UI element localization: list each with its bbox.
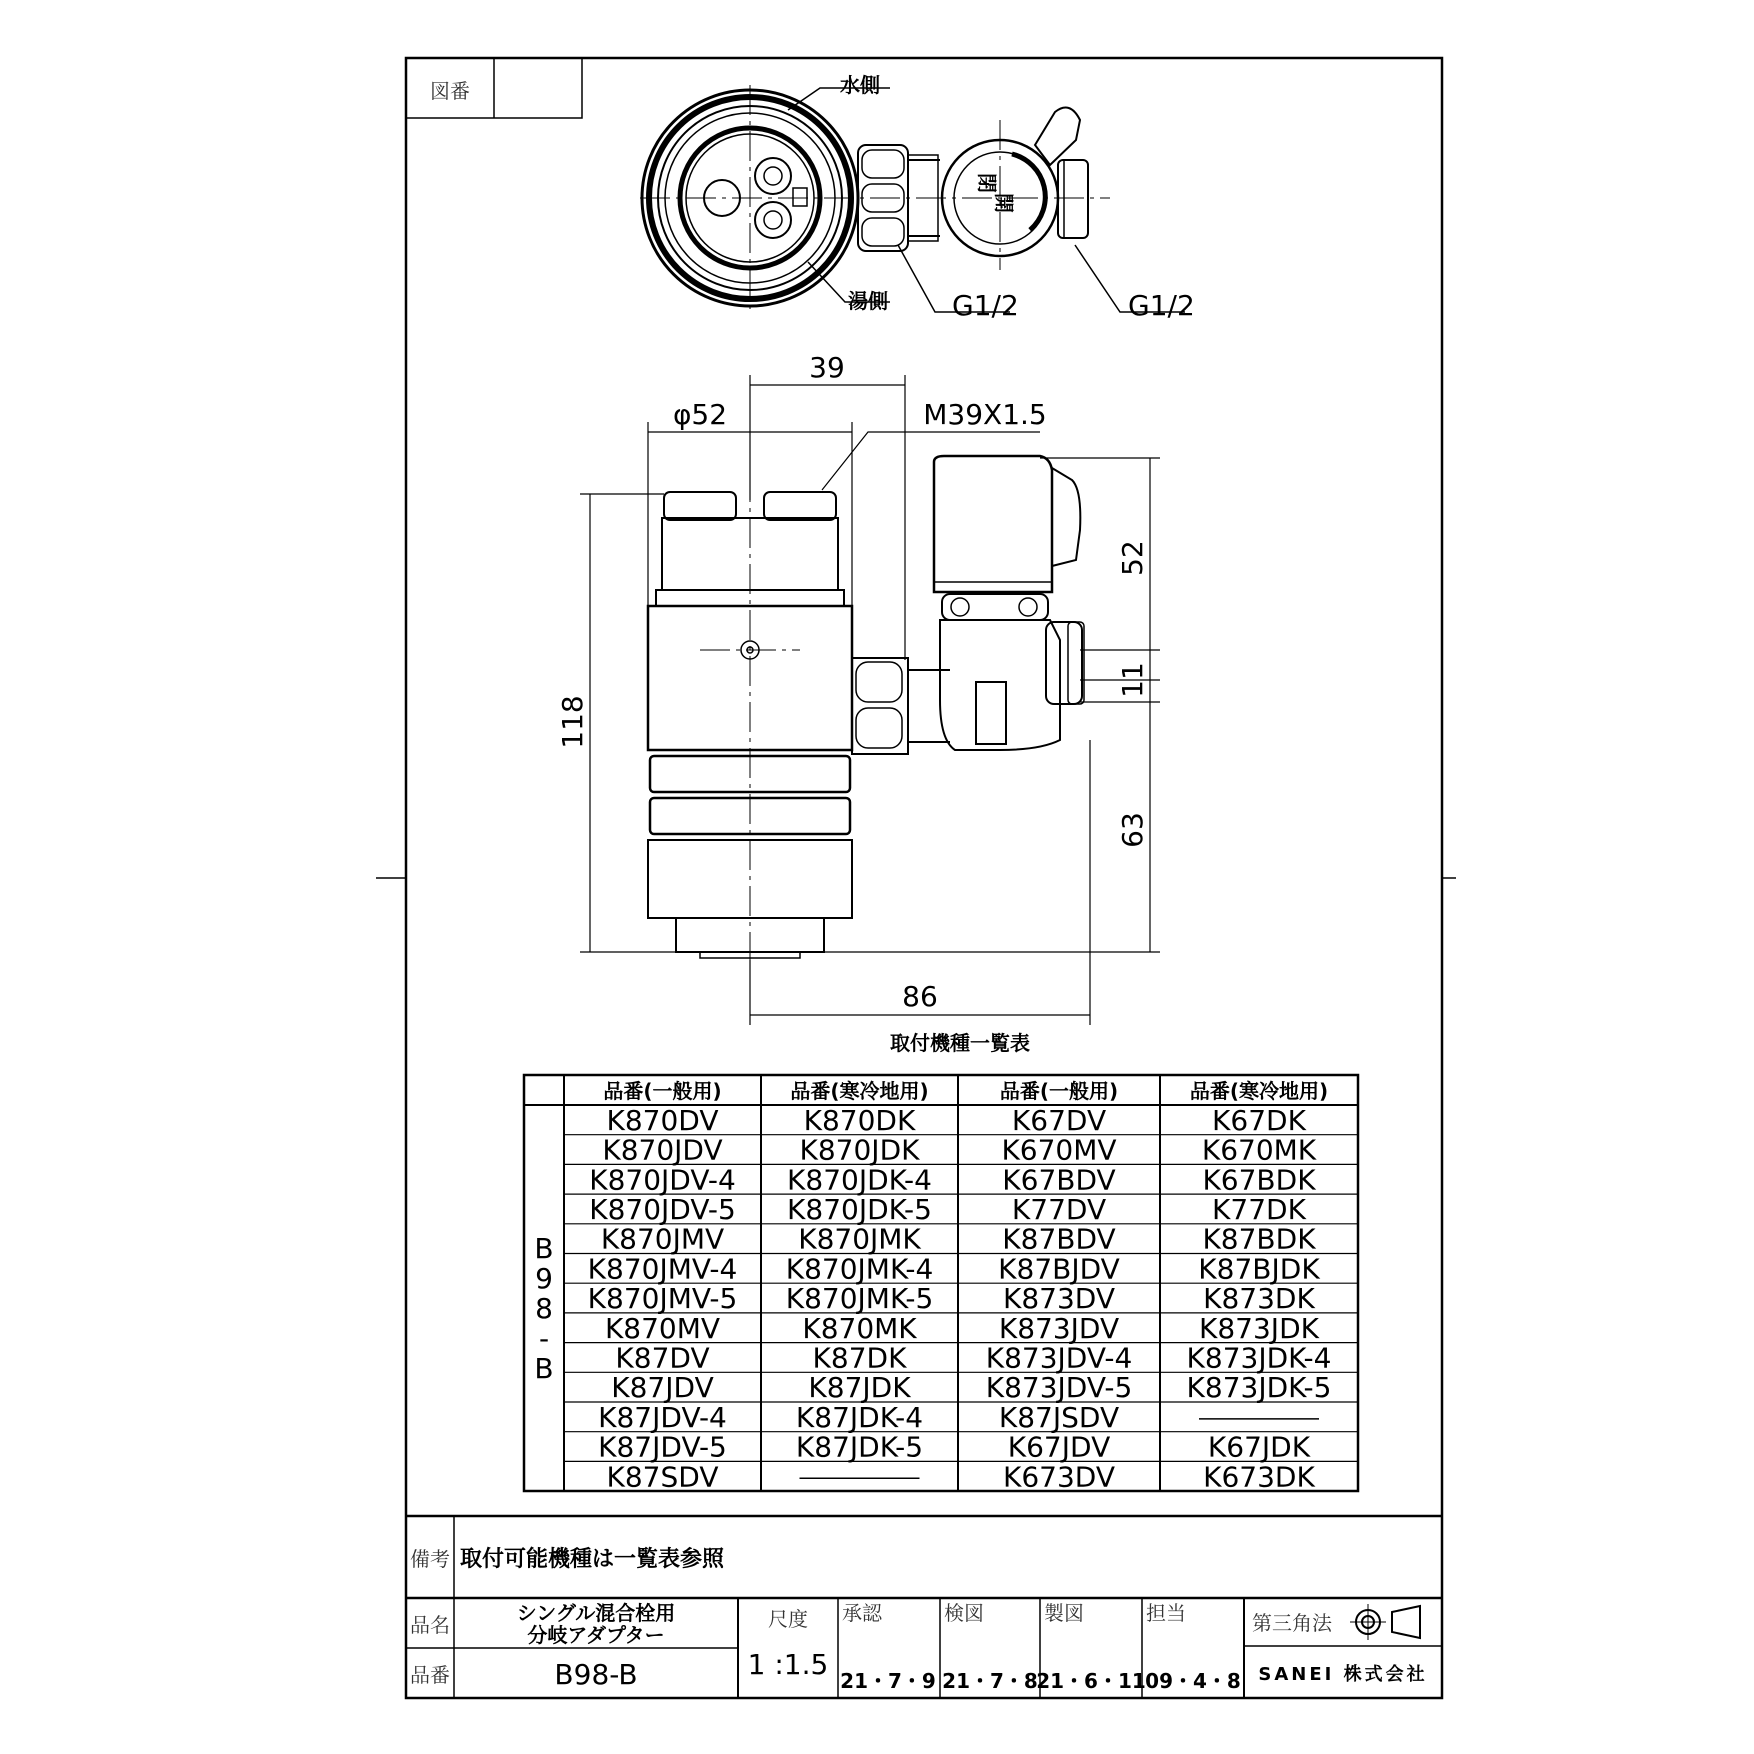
table-cell: K87JDK: [808, 1371, 911, 1405]
table-cell: K87JSDV: [998, 1400, 1120, 1434]
table-cell: K87BJDV: [998, 1252, 1120, 1286]
dim-height-mid: 11: [1116, 662, 1149, 698]
table-cell: K77DV: [1011, 1192, 1107, 1226]
table-cell: K870MV: [604, 1311, 721, 1345]
table-cell: K77DK: [1212, 1192, 1306, 1226]
name-label: 品名: [410, 1613, 450, 1637]
drawn-date: 21・6・11: [1036, 1669, 1146, 1693]
table-cell: K87JDV: [611, 1371, 714, 1405]
table-cell: K87DK: [812, 1341, 907, 1375]
table-group-label-char: B: [534, 1352, 554, 1385]
table-cell: K873JDK-4: [1186, 1341, 1332, 1375]
charge-label: 担当: [1146, 1601, 1186, 1625]
table-cell: K870DV: [606, 1103, 719, 1137]
table-cell: K673DK: [1203, 1460, 1315, 1494]
thread-right-label: G1/2: [1128, 289, 1195, 322]
valve-closed-mark: 閉: [975, 173, 999, 193]
remarks-label: 備考: [410, 1547, 450, 1571]
table-cell: K67DK: [1212, 1103, 1306, 1137]
dim-width-total: 86: [902, 980, 938, 1013]
table-cell: K873DK: [1203, 1282, 1315, 1316]
charge-date: 09・4・8: [1145, 1669, 1241, 1693]
table-header: 品番(寒冷地用): [1189, 1079, 1329, 1103]
dim-height-lower: 63: [1116, 812, 1149, 848]
table-cell: K87BJDK: [1198, 1252, 1320, 1286]
table-cell: K87DV: [615, 1341, 710, 1375]
scale-label: 尺度: [768, 1607, 808, 1631]
table-cell: K870JMV: [600, 1222, 725, 1256]
table-cell: K67DV: [1011, 1103, 1107, 1137]
table-cell: K87BDK: [1202, 1222, 1316, 1256]
table-group-label-char: 9: [535, 1262, 553, 1295]
table-cell: K67JDV: [1007, 1430, 1111, 1464]
product-name-line2: 分岐アダプター: [527, 1623, 665, 1647]
table-cell: K873JDK-5: [1186, 1371, 1332, 1405]
table-cell: K670MV: [1001, 1133, 1117, 1167]
product-name-line1: シングル混合栓用: [516, 1601, 676, 1625]
table-cell: K87JDV-5: [598, 1430, 727, 1464]
table-cell: K673DV: [1002, 1460, 1116, 1494]
table-cell: K870JMV-4: [587, 1252, 738, 1286]
approval-date: 21・7・9: [840, 1669, 936, 1693]
table-cell: K670MK: [1201, 1133, 1317, 1167]
table-group-label-char: 8: [535, 1292, 553, 1325]
table-cell: K870JDV: [602, 1133, 723, 1167]
drawing-number-label: 図番: [430, 79, 470, 103]
approval-label: 承認: [842, 1601, 882, 1625]
hot-side-label: 湯側: [848, 289, 888, 313]
dim-thread: M39X1.5: [923, 398, 1047, 431]
table-cell: K67BDV: [1002, 1163, 1116, 1197]
top-view: [640, 85, 1185, 312]
table-cell: K870JDK-5: [787, 1192, 932, 1226]
table-cell: K870JDV-5: [589, 1192, 736, 1226]
table-title: 取付機種一覧表: [890, 1031, 1030, 1055]
drawn-label: 製図: [1044, 1601, 1084, 1625]
table-cell: K870JMK-5: [785, 1282, 934, 1316]
table-cell: K873JDV-5: [985, 1371, 1133, 1405]
dim-diameter: φ52: [672, 398, 728, 431]
table-cell: K873JDV: [998, 1311, 1120, 1345]
check-label: 検図: [944, 1601, 984, 1625]
table-header: 品番(一般用): [999, 1079, 1119, 1103]
table-cell: K87BDV: [1002, 1222, 1116, 1256]
table-cell: K870DK: [803, 1103, 916, 1137]
water-side-label: 水側: [840, 73, 880, 97]
table-cell: K87JDK-4: [795, 1400, 924, 1434]
table-cell: K870JMK: [798, 1222, 921, 1256]
table-cell: K870JMV-5: [587, 1282, 738, 1316]
remarks-text: 取付可能機種は一覧表参照: [460, 1547, 725, 1572]
table-cell: K873JDV-4: [985, 1341, 1133, 1375]
table-cell: K873JDK: [1199, 1311, 1319, 1345]
table-cell: K870JMK-4: [785, 1252, 934, 1286]
number-label: 品番: [410, 1663, 450, 1687]
table-cell: K67JDK: [1207, 1430, 1311, 1464]
dim-height-total: 118: [556, 695, 589, 749]
table-cell: K873DV: [1002, 1282, 1116, 1316]
valve-open-mark: 開: [992, 193, 1016, 213]
model-table: [524, 1075, 1358, 1493]
product-number: B98-B: [554, 1658, 638, 1691]
table-cell: K87JDK-5: [795, 1430, 924, 1464]
table-cell: K87JDV-4: [598, 1400, 727, 1434]
table-cell: K870JDK-4: [787, 1163, 932, 1197]
table-group-label-char: B: [534, 1232, 554, 1265]
dim-width-top: 39: [809, 351, 845, 384]
table-cell: K87SDV: [606, 1460, 719, 1494]
projection-label: 第三角法: [1252, 1611, 1332, 1635]
dim-height-upper: 52: [1116, 540, 1149, 576]
front-view: [580, 375, 1160, 1025]
company-name: SANEI 株式会社: [1258, 1664, 1428, 1685]
table-cell: K870JDK: [799, 1133, 920, 1167]
drawing-number-box: [406, 58, 582, 118]
thread-left-label: G1/2: [952, 289, 1019, 322]
check-date: 21・7・8: [942, 1669, 1038, 1693]
table-group-label-char: -: [538, 1322, 550, 1355]
scale-value: 1 :1.5: [747, 1648, 829, 1681]
table-header: 品番(一般用): [603, 1079, 722, 1103]
table-header: 品番(寒冷地用): [790, 1079, 929, 1103]
table-cell: K870MK: [802, 1311, 917, 1345]
table-cell: K67BDK: [1202, 1163, 1316, 1197]
table-cell: K870JDV-4: [589, 1163, 736, 1197]
